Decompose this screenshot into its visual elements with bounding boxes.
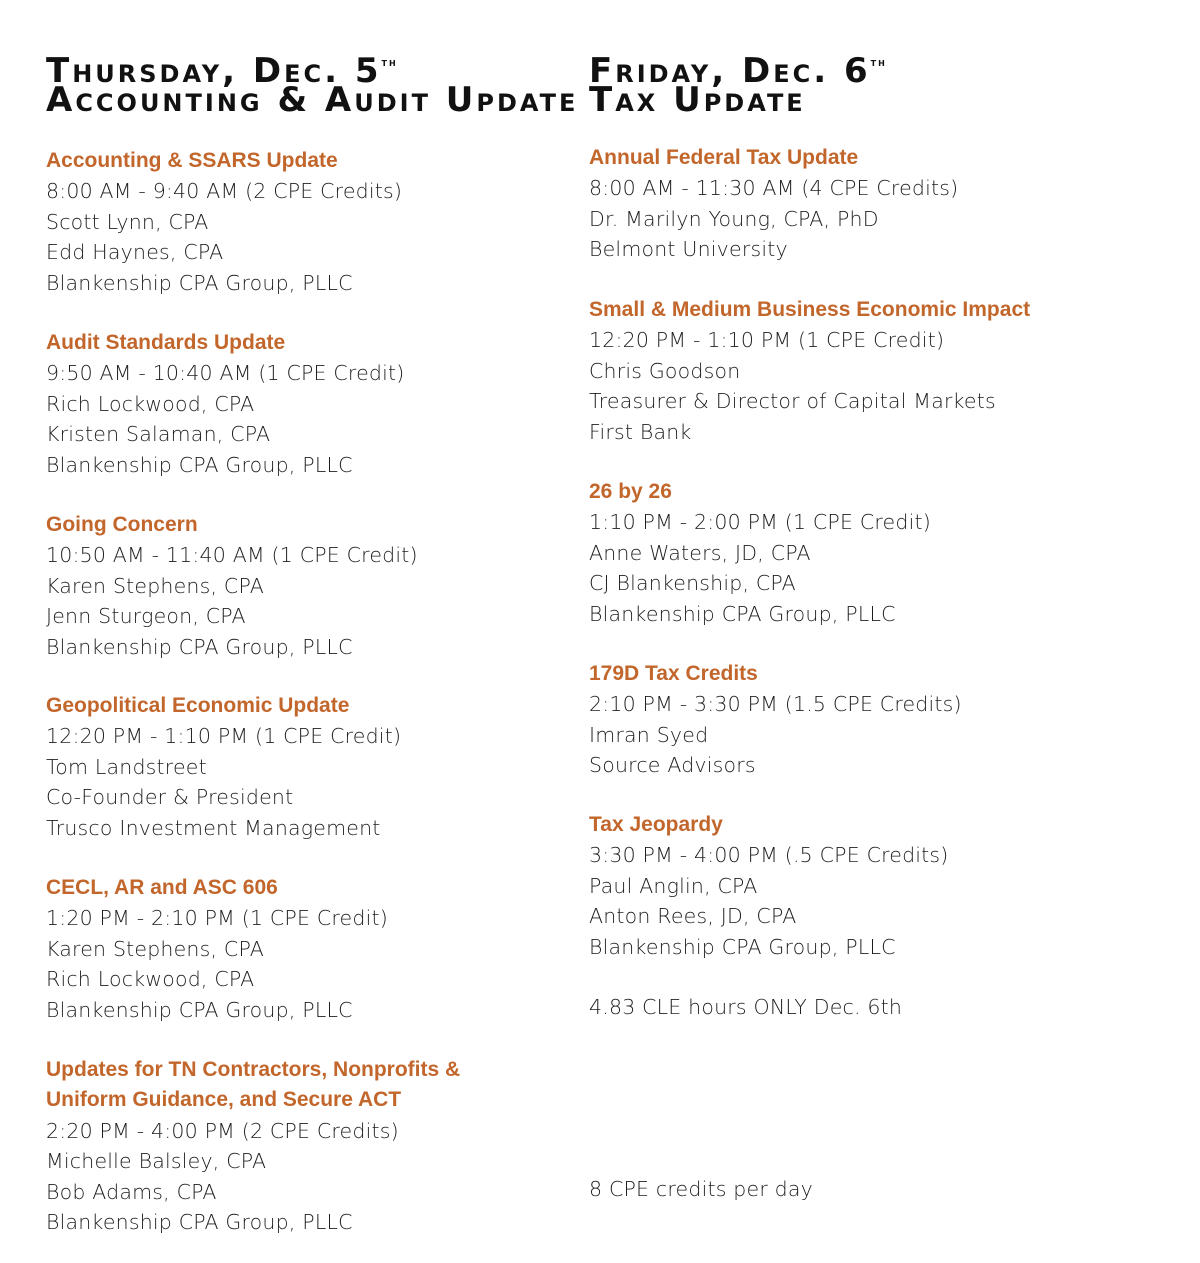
session-block [46, 1055, 460, 1237]
organization: Trusco Investment Management [46, 815, 381, 840]
speaker: Paul Anglin, CPA [589, 873, 758, 898]
speaker: Dr. Marilyn Young, CPA, PhD [589, 206, 879, 231]
session-title: Small & Medium Business Economic Impact [589, 298, 1031, 321]
session-time: 2:10 PM - 3:30 PM (1.5 CPE Credits) [589, 692, 962, 717]
session-block [589, 810, 949, 962]
speaker: CJ Blankenship, CPA [589, 571, 796, 596]
organization: Belmont University [589, 237, 788, 262]
speaker: Jenn Sturgeon, CPA [46, 604, 246, 629]
speaker: Michelle Balsley, CPA [46, 1149, 267, 1174]
speaker: Scott Lynn, CPA [46, 209, 209, 234]
session-block [46, 691, 401, 843]
session-title: Geopolitical Economic Update [46, 694, 350, 717]
session-block [46, 510, 418, 662]
cle-hours-note: 4.83 CLE hours ONLY Dec. 6th [589, 995, 903, 1019]
speaker: Bob Adams, CPA [46, 1179, 217, 1204]
thursday-track-heading: Accounting & Audit Update [46, 80, 579, 120]
session-title: Accounting & SSARS Update [46, 149, 338, 172]
session-title: Tax Jeopardy [589, 813, 723, 836]
friday-day-heading: Friday, Dec. 6th [589, 51, 887, 91]
speaker: Chris Goodson [589, 358, 741, 383]
session-title-line: Updates for TN Contractors, Nonprofits & [46, 1058, 461, 1081]
session-time: 1:10 PM - 2:00 PM (1 CPE Credit) [589, 510, 931, 535]
session-block [46, 873, 388, 1025]
organization: Blankenship CPA Group, PLLC [46, 634, 353, 659]
speaker: Kristen Salaman, CPA [46, 422, 271, 447]
session-title: CECL, AR and ASC 606 [46, 876, 278, 899]
speaker: Tom Landstreet [46, 754, 207, 779]
speaker: Imran Syed [589, 722, 709, 747]
session-time: 8:00 AM - 9:40 AM (2 CPE Credits) [46, 179, 403, 204]
speaker-role: Co-Founder & President [46, 785, 294, 810]
speaker: Anne Waters, JD, CPA [589, 540, 811, 565]
organization: Blankenship CPA Group, PLLC [46, 452, 353, 477]
session-time: 10:50 AM - 11:40 AM (1 CPE Credit) [46, 543, 418, 568]
speaker-role: Treasurer & Director of Capital Markets [589, 389, 996, 414]
session-title: 179D Tax Credits [589, 662, 758, 685]
organization: Blankenship CPA Group, PLLC [46, 1210, 353, 1235]
organization: Blankenship CPA Group, PLLC [46, 997, 353, 1022]
organization: Blankenship CPA Group, PLLC [46, 270, 353, 295]
session-time: 8:00 AM - 11:30 AM (4 CPE Credits) [589, 176, 959, 201]
speaker: Rich Lockwood, CPA [46, 391, 255, 416]
organization: First Bank [589, 419, 692, 444]
session-title: 26 by 26 [589, 480, 672, 503]
session-block [589, 143, 958, 265]
thursday-day-heading: Thursday, Dec. 5th [46, 51, 398, 91]
session-block [589, 659, 962, 781]
session-time: 2:20 PM - 4:00 PM (2 CPE Credits) [46, 1118, 399, 1143]
organization: Blankenship CPA Group, PLLC [589, 601, 896, 626]
cpe-credits-note: 8 CPE credits per day [589, 1177, 813, 1201]
organization: Blankenship CPA Group, PLLC [589, 934, 896, 959]
session-time: 3:30 PM - 4:00 PM (.5 CPE Credits) [589, 843, 949, 868]
session-title-line: Uniform Guidance, and Secure ACT [46, 1088, 402, 1112]
session-title: Annual Federal Tax Update [589, 146, 859, 169]
session-time: 12:20 PM - 1:10 PM (1 CPE Credit) [46, 724, 402, 749]
speaker: Edd Haynes, CPA [46, 240, 224, 265]
session-title: Going Concern [46, 513, 198, 536]
speaker: Karen Stephens, CPA [46, 936, 264, 961]
speaker: Rich Lockwood, CPA [46, 967, 255, 992]
session-block [589, 477, 931, 629]
session-block [46, 328, 404, 480]
speaker: Anton Rees, JD, CPA [589, 904, 797, 929]
session-title: Audit Standards Update [46, 331, 286, 354]
session-time: 9:50 AM - 10:40 AM (1 CPE Credit) [46, 361, 405, 386]
organization: Source Advisors [589, 753, 756, 778]
session-time: 12:20 PM - 1:10 PM (1 CPE Credit) [589, 328, 945, 353]
friday-track-heading: Tax Update [589, 80, 806, 120]
session-block [46, 146, 402, 298]
speaker: Karen Stephens, CPA [46, 573, 264, 598]
session-block [589, 295, 1030, 447]
session-time: 1:20 PM - 2:10 PM (1 CPE Credit) [46, 906, 388, 931]
